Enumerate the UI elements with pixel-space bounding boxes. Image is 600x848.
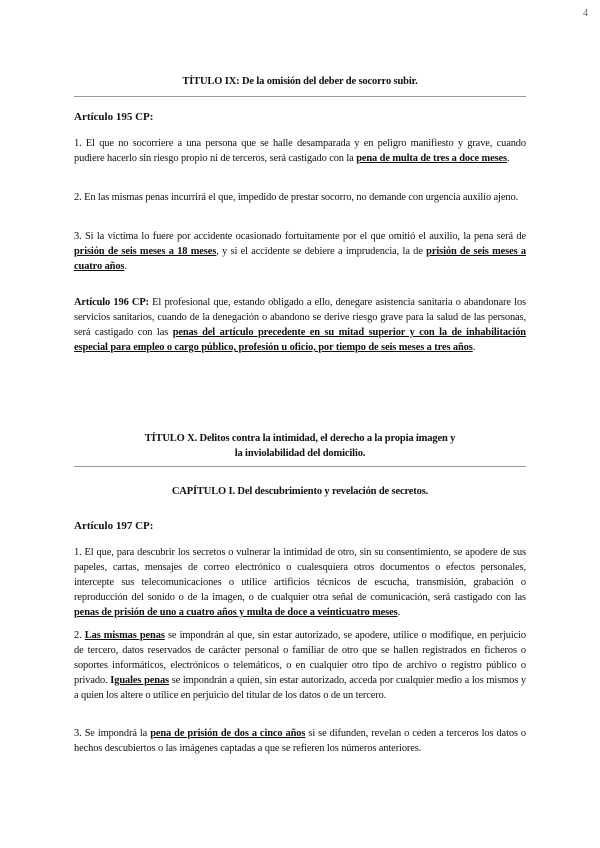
paragraph-text: 3. Si la víctima lo fuere por accidente ocasionado fortuitamente por el que omitió el auxilio, la pena será de: [74, 231, 526, 242]
paragraph-end: .: [397, 607, 401, 618]
capitulo-i-heading: CAPÍTULO I. Del descubrimiento y revelación de secretos.: [171, 486, 429, 497]
article-197-paragraph-3: [74, 726, 526, 756]
penalty-highlight: prisión de seis meses a 18 meses: [74, 246, 217, 257]
article-195-paragraph-3: [74, 229, 526, 274]
paragraph-end: .: [507, 153, 510, 164]
titulo-x-heading-line-2: la inviolabilidad del domicilio.: [234, 448, 366, 459]
titulo-x-heading-line-1: TÍTULO X. Delitos contra la intimidad, el derecho a la propia imagen y: [144, 433, 456, 444]
paragraph-text: 2. En las mismas penas incurrirá el que, impedido de prestar socorro, no demande con urgencia auxilio ajeno.: [74, 192, 519, 203]
penalty-highlight: guales penas: [114, 675, 169, 686]
article-196-title: Artículo 196 CP:: [74, 297, 149, 308]
article-195-title: Artículo 195 CP:: [74, 111, 154, 123]
penalty-highlight: pena de multa de tres a doce meses: [356, 153, 507, 164]
section-divider: [74, 466, 526, 467]
article-195-paragraph-2: [74, 190, 526, 205]
paragraph-text: 1. El que, para descubrir los secretos o vulnerar la intimidad de otro, sin su consentimiento, se apodere de sus papeles, cartas, mensajes de correo electrónico o cualesquiera otros documentos o efectos personales, intercepte sus telecomunicaciones o utilice artificios técnicos de escucha, transmisión, grabación o reproducción del sonido o de la imagen, o de cualquier otra señal de comunicación, será castigado con las: [74, 547, 526, 603]
penalty-highlight: penas de prisión de uno a cuatro años y multa de doce a veinticuatro meses: [74, 607, 398, 618]
paragraph-text: si se difunden, revelan o ceden a terceros los datos o hechos descubiertos o las imágenes captadas a que se refieren los números anteriores.: [74, 728, 527, 754]
article-197-paragraph-1: [74, 545, 526, 620]
section-divider: [74, 96, 526, 97]
penalty-highlight: penas del artículo precedente en su mitad superior y con la de inhabilitación especial para empleo o cargo público, profesión u oficio, por tiempo de seis meses a tres años: [74, 327, 526, 353]
penalty-highlight: pena de prisión de dos a cinco años: [150, 728, 306, 739]
paragraph-text: , y si el accidente se debiere a imprudencia, la de: [216, 246, 427, 257]
article-195-paragraph-1: [74, 136, 526, 166]
article-197-title: Artículo 197 CP:: [74, 520, 154, 532]
penalty-highlight: prisión de seis meses a cuatro años: [74, 246, 526, 272]
paragraph-end: .: [472, 342, 476, 353]
paragraph-text: 1. El que no socorriere a una persona que se halle desamparada y en peligro manifiesto y grave, cuando pudiere hacerlo sin riesgo propio ni de terceros, será castigado con la: [74, 138, 526, 164]
paragraph-text: se impondrán al que, sin estar autorizado, se apodere, utilice o modifique, en perjuicio de tercero, datos reservados de carácter personal o familiar de otro que se hallen registrados en ficheros o soportes informáticos, electrónicos o telemáticos, o en cualquier otro tipo de archivo o registro público o privado.: [74, 630, 526, 686]
paragraph-initial: I: [110, 675, 115, 686]
paragraph-text: se impondrán a quien, sin estar autorizado, acceda por cualquier medio a los mismos y a quien los altere o utilice en perjuicio del titular de los datos o de un tercero.: [74, 675, 526, 701]
penalty-highlight: Las mismas penas: [84, 630, 165, 641]
paragraph-text: El profesional que, estando obligado a ello, denegare asistencia sanitaria o abandonare los servicios sanitarios, cuando de la denegación o abandono se derive riesgo grave para la salud de las personas, será castigado con las: [74, 297, 526, 338]
article-196-paragraph: [74, 295, 526, 355]
page-number: 4: [583, 8, 588, 19]
paragraph-text: 3. Se impondrá la: [74, 728, 151, 739]
paragraph-prefix: 2.: [74, 630, 85, 641]
article-197-paragraph-2: [74, 628, 526, 703]
paragraph-end: .: [124, 261, 127, 272]
titulo-ix-heading: TÍTULO IX: De la omisión del deber de socorro subir.: [182, 76, 418, 87]
